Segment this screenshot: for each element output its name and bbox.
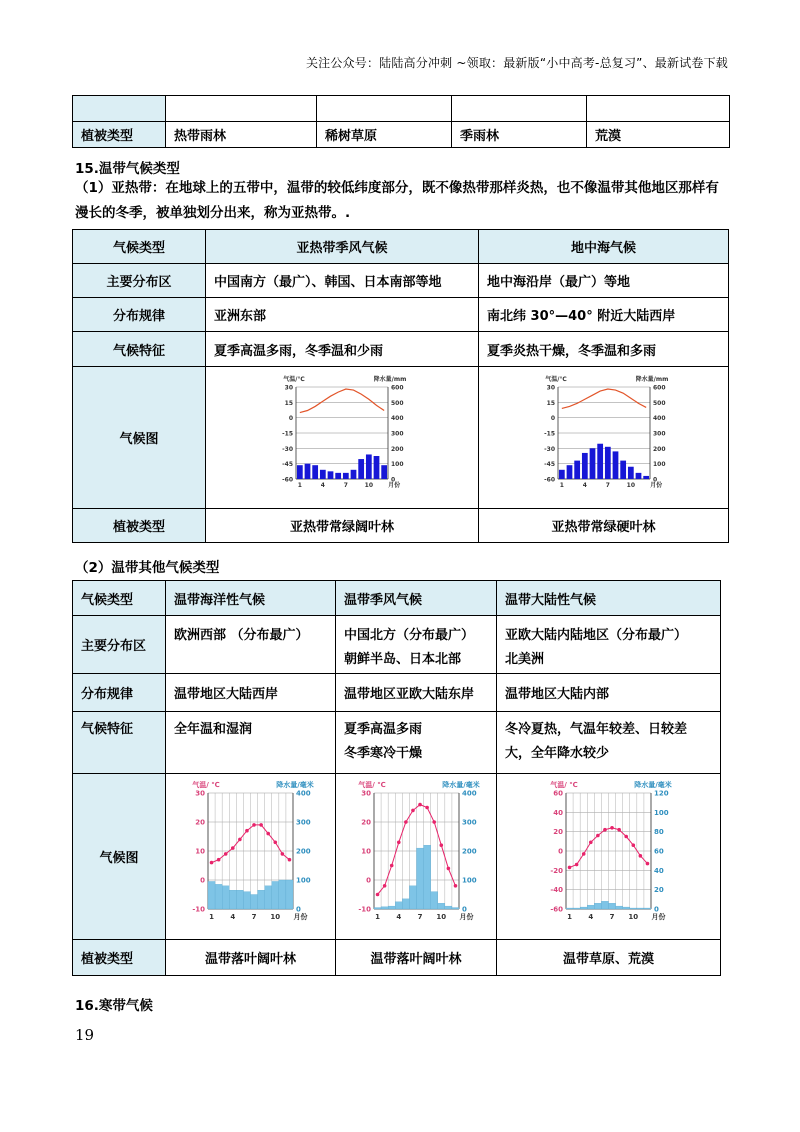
precipitation-tick-label: 500 [652,399,666,407]
table-cell: 亚热带常绿阔叶林 [206,509,479,543]
temperature-point [382,884,386,888]
temperature-tick-label: 0 [200,876,205,884]
precipitation-tick-label: 60 [654,847,664,855]
month-tick-label: 7 [251,912,257,921]
temperature-tick-label: -10 [192,905,205,913]
temperature-tick-label: -30 [543,445,555,453]
temperature-tick-label: -15 [282,430,293,437]
month-tick-label: 4 [582,481,587,489]
precipitation-tick-label: 200 [652,445,666,453]
temperature-point [217,857,221,861]
precipitation-axis-label: 降水量/mm [635,375,668,383]
temperature-point [589,840,593,844]
temperature-point [603,827,607,831]
chart-cell [336,774,497,940]
precipitation-tick-label: 20 [654,885,664,894]
temperature-point [231,846,235,850]
temperature-point [453,884,457,888]
month-tick-label: 7 [343,481,348,489]
precipitation-bar [279,880,286,909]
table-cell: 夏季炎热干燥，冬季温和多雨 [479,332,729,367]
temperate-climate-table [72,580,721,976]
temperature-point [238,837,242,841]
precipitation-axis-label: 降水量/毫米 [634,780,672,789]
header-cell: 地中海气候 [479,230,729,264]
temperate-oceanic-chart [178,775,323,935]
table-cell: 季雨林 [452,122,587,148]
temperature-point [396,840,400,844]
month-tick-label: 10 [626,481,635,489]
temperature-tick-label: -60 [282,476,293,483]
precipitation-tick-label: 0 [391,476,396,483]
temperature-tick-label: -10 [357,905,371,913]
temperature-axis-label: 气温/ ℃ [357,780,386,789]
precipitation-bar [366,454,372,479]
precipitation-tick-label: 300 [652,430,666,437]
precipitation-bar [589,448,595,479]
precipitation-bar [229,890,236,909]
precipitation-bar [620,460,626,478]
cell-line: 朝鲜半岛、日本北部 [344,652,462,667]
temperature-tick-label: 15 [284,399,293,407]
temperature-point [245,828,249,832]
precipitation-tick-label: 40 [654,866,664,875]
precipitation-bar [297,465,303,479]
row-label: 植被类型 [73,509,206,543]
precipitation-bar [566,465,572,479]
table-cell [73,96,166,122]
temperature-point [624,834,628,838]
precipitation-bar [612,451,618,479]
temperature-point [273,840,277,844]
table-cell: 温带落叶阔叶林 [336,940,497,976]
cell-line: 中国北方（分布最广） [344,628,475,643]
precipitation-bar [423,845,430,909]
precipitation-bar [627,466,633,478]
table-cell: 稀树草原 [317,122,452,148]
precipitation-bar [236,890,243,909]
precipitation-bar [581,452,587,478]
temperature-tick-label: 0 [365,876,371,884]
row-label: 气候图 [73,367,206,509]
temperate-continental-chart [536,775,681,935]
precipitation-tick-label: 100 [652,460,666,468]
table-cell [497,616,721,674]
precipitation-bar [573,908,580,909]
temperature-point [596,833,600,837]
precipitation-bar [286,880,293,909]
precipitation-bar [597,443,603,478]
cell-line: 冬季寒冷干燥 [344,746,423,761]
precipitation-bar [409,885,416,908]
temperature-point [631,843,635,847]
subsection-2-title: （2）温带其他气候类型 [75,560,220,576]
temperature-point [259,823,263,827]
temperature-point [375,892,379,896]
precipitation-bar [601,901,608,909]
table-cell: 欧洲西部 （分布最广） [166,616,336,674]
precipitation-tick-label: 400 [391,414,404,422]
temperature-point [610,826,614,830]
month-tick-label: 1 [209,912,214,921]
chart-cell [497,774,721,940]
temperature-point [266,831,270,835]
precipitation-bar [644,908,651,909]
precipitation-tick-label: 120 [654,789,669,797]
precipitation-tick-label: 100 [461,876,477,884]
header-cell: 温带大陆性气候 [497,581,721,616]
table-cell [317,96,452,122]
temperature-tick-label: 60 [553,789,563,797]
temperature-tick-label: 20 [553,827,563,836]
cell-line: 亚欧大陆内陆地区（分布最广） [505,628,688,643]
temperature-tick-label: -15 [543,430,555,437]
mediterranean-chart [524,371,684,501]
precipitation-bar [381,465,387,479]
precipitation-tick-label: 300 [391,430,404,437]
precipitation-bar [643,475,649,478]
table-cell: 中国南方（最广）、韩国、日本南部等地 [206,264,479,298]
temperature-tick-label: 10 [360,847,371,855]
month-axis-label: 月份 [458,912,473,921]
temperature-tick-label: 20 [195,818,205,826]
precipitation-tick-label: 400 [296,789,311,797]
temperature-point [224,852,228,856]
precipitation-tick-label: 500 [391,399,404,407]
chart-cell [166,774,336,940]
temperature-line [300,389,384,413]
precipitation-bar [566,908,573,909]
temperature-tick-label: 30 [195,789,205,797]
precipitation-axis-label: 降水量/毫米 [276,780,314,789]
section-16-title: 16.寒带气候 [75,998,153,1014]
precipitation-tick-label: 100 [391,460,404,468]
temperature-tick-label: 0 [558,847,563,855]
temperature-tick-label: -40 [550,885,563,894]
precipitation-axis-label: 降水量/毫米 [441,780,480,789]
precipitation-bar [335,472,341,478]
temperature-tick-label: 0 [288,414,293,422]
row-label: 气候类型 [73,230,206,264]
temperature-point [425,805,429,809]
precipitation-bar [351,469,357,478]
month-tick-label: 7 [605,481,610,489]
table-cell [587,96,730,122]
temperature-point [446,866,450,870]
temperature-tick-label: -60 [550,905,563,913]
row-label: 植被类型 [73,122,166,148]
table-cell: 温带地区大陆内部 [497,674,721,712]
precipitation-bar [312,465,318,479]
precipitation-bar [635,472,641,478]
row-label: 气候类型 [73,581,166,616]
table-cell: 全年温和湿润 [166,712,336,774]
table-cell [497,712,721,774]
temperature-point [281,852,285,856]
month-tick-label: 4 [230,912,236,921]
month-axis-label: 月份 [388,481,401,489]
precipitation-bar [208,881,215,909]
precipitation-bar [416,848,423,909]
precipitation-tick-label: 300 [296,818,311,826]
precipitation-bar [374,907,381,908]
table-cell: 夏季高温多雨，冬季温和少雨 [206,332,479,367]
temperature-point [404,820,408,824]
month-tick-label: 1 [374,912,380,921]
precipitation-bar [616,906,623,909]
temperature-point [210,860,214,864]
header-cell: 亚热带季风气候 [206,230,479,264]
month-tick-label: 4 [320,481,325,489]
precipitation-tick-label: 600 [652,384,666,391]
temperature-tick-label: 30 [546,384,555,391]
precipitation-bar [444,906,451,909]
temperature-tick-label: -60 [543,476,555,483]
row-label: 主要分布区 [73,264,206,298]
precipitation-bar [381,906,388,908]
month-tick-label: 4 [588,912,594,921]
month-tick-label: 10 [270,912,281,921]
month-axis-label: 月份 [649,481,662,489]
temperature-point [568,865,572,869]
precipitation-bar [609,903,616,909]
subtropical-monsoon-chart [262,371,422,501]
precipitation-tick-label: 100 [296,876,311,884]
precipitation-bar [395,901,402,908]
precipitation-tick-label: 80 [654,827,664,836]
precipitation-bar [272,881,279,909]
precipitation-bar [320,469,326,478]
table-cell: 亚热带常绿硬叶林 [479,509,729,543]
month-tick-label: 7 [417,912,422,921]
temperature-tick-label: -20 [550,866,563,875]
temperature-tick-label: -45 [543,460,555,468]
temperature-point [439,843,443,847]
row-label: 分布规律 [73,674,166,712]
temperature-point [411,808,415,812]
cell-line: 夏季高温多雨 [344,722,423,737]
precipitation-tick-label: 100 [654,808,669,817]
month-tick-label: 1 [297,481,302,489]
table-cell: 温带地区亚欧大陆东岸 [336,674,497,712]
precipitation-bar [243,891,250,908]
table-cell: 荒漠 [587,122,730,148]
temperature-tick-label: 0 [550,414,555,422]
temperature-axis-label: 气温/ ℃ [192,780,220,789]
table-cell: 南北纬 30°—40° 附近大陆西岸 [479,298,729,332]
precipitation-tick-label: 400 [461,789,477,797]
precipitation-bar [580,907,587,909]
temperature-point [252,823,256,827]
vegetation-table-continued [72,95,730,148]
cell-line: 大，全年降水较少 [505,746,610,761]
table-cell: 温带地区大陆西岸 [166,674,336,712]
precipitation-tick-label: 300 [461,818,477,826]
header-cell: 温带季风气候 [336,581,497,616]
temperature-point [389,863,393,867]
precipitation-bar [343,472,349,478]
temperature-point [582,852,586,856]
temperature-tick-label: 20 [360,818,371,826]
precipitation-bar [258,890,265,909]
temperature-axis-label: 气温/℃ [283,375,305,383]
precipitation-bar [430,891,437,908]
precipitation-tick-label: 0 [654,905,659,913]
temperature-tick-label: 30 [360,789,371,797]
precipitation-tick-label: 0 [461,905,467,913]
table-cell: 热带雨林 [166,122,317,148]
temperature-point [639,854,643,858]
precipitation-bar [388,906,395,909]
cell-line: 北美洲 [505,652,545,667]
month-axis-label: 月份 [651,912,666,921]
precipitation-bar [594,903,601,909]
temperature-tick-label: -30 [282,445,293,453]
temperature-tick-label: 40 [553,808,563,817]
temperature-point [617,827,621,831]
temperature-axis-label: 气温/℃ [544,375,567,383]
precipitation-tick-label: 0 [652,476,657,483]
month-tick-label: 4 [395,912,401,921]
table-cell: 亚洲东部 [206,298,479,332]
precipitation-bar [358,459,364,479]
temperature-point [646,861,650,865]
row-label: 气候特征 [73,332,206,367]
temperate-monsoon-chart [344,775,489,935]
chart-cell [479,367,729,509]
temperature-point [288,857,292,861]
precipitation-bar [437,903,444,909]
precipitation-bar [265,885,272,908]
temperature-point [418,802,422,806]
precipitation-bar [305,463,311,478]
month-tick-label: 7 [609,912,615,921]
table-cell: 温带草原、荒漠 [497,940,721,976]
precipitation-tick-label: 400 [652,414,666,422]
section-15-paragraph: （1）亚热带：在地球上的五带中，温带的较低纬度部分，既不像热带那样炎热，也不像温带其他地区那样有漫长的冬季，被单独划分出来，称为亚热带。. [75,180,719,221]
header-cell: 温带海洋性气候 [166,581,336,616]
row-label: 分布规律 [73,298,206,332]
month-tick-label: 1 [559,481,564,489]
row-label: 气候特征 [73,712,166,774]
temperature-line [561,389,645,408]
subtropical-climate-table [72,229,729,543]
temperature-tick-label: -45 [282,460,293,468]
table-cell [452,96,587,122]
month-tick-label: 10 [364,481,374,489]
temperature-tick-label: 15 [546,399,555,407]
section-15-title: 15.温带气候类型 [75,161,180,177]
precipitation-tick-label: 200 [296,847,311,855]
table-cell: 地中海沿岸（最广）等地 [479,264,729,298]
table-cell: 温带落叶阔叶林 [166,940,336,976]
temperature-tick-label: 30 [284,384,293,391]
precipitation-bar [451,907,458,908]
table-cell [336,712,497,774]
precipitation-bar [251,894,258,909]
precipitation-bar [558,469,564,478]
temperature-point [575,862,579,866]
temperature-point [432,820,436,824]
page-header: 关注公众号：陆陆高分冲刺 ~领取：最新版“小中高考-总复习”、最新试卷下载 [305,56,728,70]
precipitation-bar [604,446,610,478]
precipitation-tick-label: 0 [296,905,301,913]
temperature-tick-label: 10 [195,847,205,855]
precipitation-tick-label: 200 [391,445,404,453]
row-label: 主要分布区 [73,616,166,674]
precipitation-tick-label: 600 [391,384,404,391]
table-cell [166,96,317,122]
month-axis-label: 月份 [293,912,308,921]
row-label: 植被类型 [73,940,166,976]
precipitation-bar [222,885,229,908]
cell-line: 冬冷夏热，气温年较差、日较差 [505,722,688,737]
precipitation-bar [574,460,580,478]
temperature-axis-label: 气温/ ℃ [550,780,578,789]
chart-cell [206,367,479,509]
precipitation-bar [630,908,637,909]
page-number: 19 [75,1026,95,1044]
precipitation-axis-label: 降水量/mm [373,375,407,383]
precipitation-bar [587,905,594,909]
precipitation-bar [637,908,644,909]
month-tick-label: 10 [628,912,639,921]
precipitation-bar [328,471,334,479]
precipitation-tick-label: 200 [461,847,477,855]
precipitation-bar [215,884,222,909]
row-label: 气候图 [73,774,166,940]
precipitation-bar [402,898,409,908]
month-tick-label: 10 [435,912,446,921]
precipitation-bar [374,456,380,479]
month-tick-label: 1 [567,912,572,921]
precipitation-bar [623,907,630,909]
table-cell [336,616,497,674]
